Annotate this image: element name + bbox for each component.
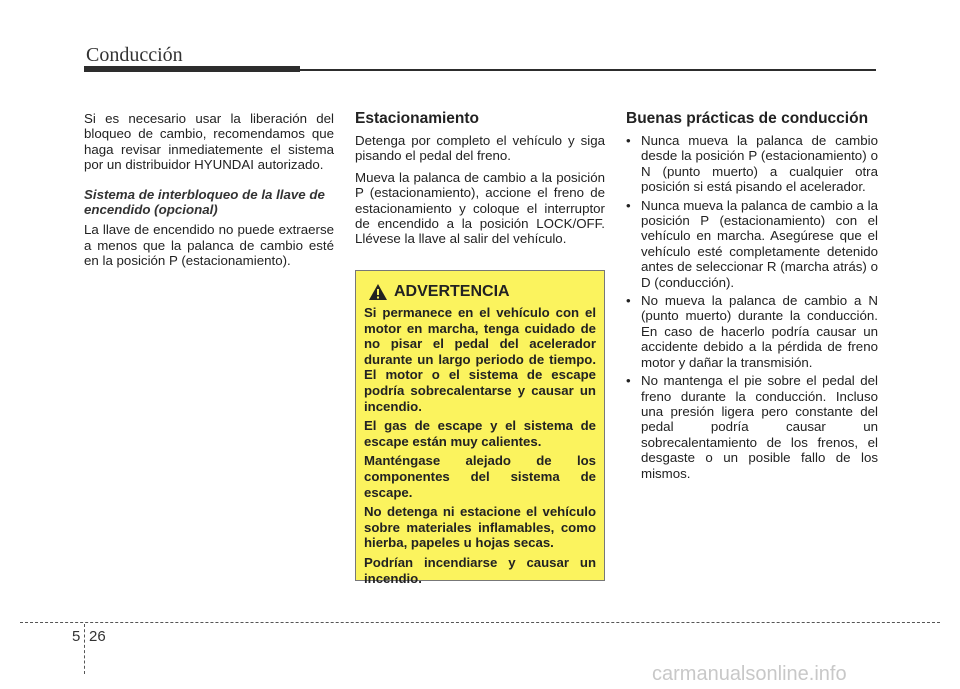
list-item: • Nunca mueva la palanca de cambio desde la posición P (estacionamiento) o N (punto muerto) a cualquier otra posición si está pisando el acelerador. [626,133,878,195]
footer-vertical-divider [84,624,85,674]
warning-title: ADVERTENCIA [394,283,510,300]
heading-parking: Estacionamiento [355,110,480,127]
heading-good-practices: Buenas prácticas de conducción [626,110,869,127]
warning-paragraph: Manténgase alejado de los componentes del sistema de escape. [364,453,596,500]
warning-paragraph: Podrían incendiarse y causar un incendio. [364,554,596,586]
warning-box [355,270,605,586]
paragraph-parking-1: Detenga por completo el vehículo y siga pisando el pedal del freno. [355,133,605,164]
header-rule-thick [84,66,300,72]
paragraph-shift-lock: Si es necesario usar la liberación del bloqueo de cambio, recomendamos que haga revisar inmediatemente el sistema por un distribuidor HYUNDAI autorizado. [84,111,334,173]
column-middle [355,110,605,253]
list-item: • No mueva la palanca de cambio a N (punto muerto) durante la conducción. En caso de hacerlo podría causar un accidente debido a la pérdida de freno motor y dañar la transmisión. [626,293,878,370]
header-rule-thin [300,69,876,71]
watermark: carmanualsonline.info [652,663,847,685]
column-right [626,110,878,484]
warning-header [364,283,596,301]
warning-paragraph: Si permanece en el vehículo con el motor en marcha, tenga cuidado de no pisar el pedal del acelerador durante un largo periodo de tiempo. El motor o el sistema de escape podría sobrecalentarse y causar un incendio. [364,305,596,414]
list-item: • Nunca mueva la palanca de cambio a la posición P (estacionamiento) con el vehículo en marcha. Asegúrese que el vehículo esté completamente detenido antes de seleccionar R (marcha atrás) o D (conducción). [626,198,878,290]
list-item: • No mantenga el pie sobre el pedal del freno durante la conducción. Incluso una presión ligera pero constante del pedal podría causar un sobrecalentamiento de los frenos, el desgaste o un posible fallo de los mismos. [626,373,878,481]
good-practices-list [626,133,878,481]
warning-triangle-icon [368,283,388,301]
footer-divider [20,622,940,623]
paragraph-key-interlock: La llave de encendido no puede extraerse a menos que la palanca de cambio esté en la posición P (estacionamiento). [84,222,334,269]
chapter-number: 5 [72,628,81,645]
subheading-key-interlock: Sistema de interbloqueo de la llave de encendido (opcional) [84,186,325,218]
page-number: 26 [89,628,106,645]
column-left [84,111,334,275]
paragraph-parking-2: Mueva la palanca de cambio a la posición P (estacionamiento), accione el freno de estacionamiento y coloque el interruptor de encendido a la posición LOCK/OFF. Llévese la llave al salir del vehículo. [355,169,605,247]
page-header-title: Conducción [86,44,183,66]
warning-paragraph: No detenga ni estacione el vehículo sobre materiales inflamables, como hierba, papeles u hojas secas. [364,504,596,551]
warning-paragraph: El gas de escape y el sistema de escape están muy calientes. [364,418,596,449]
